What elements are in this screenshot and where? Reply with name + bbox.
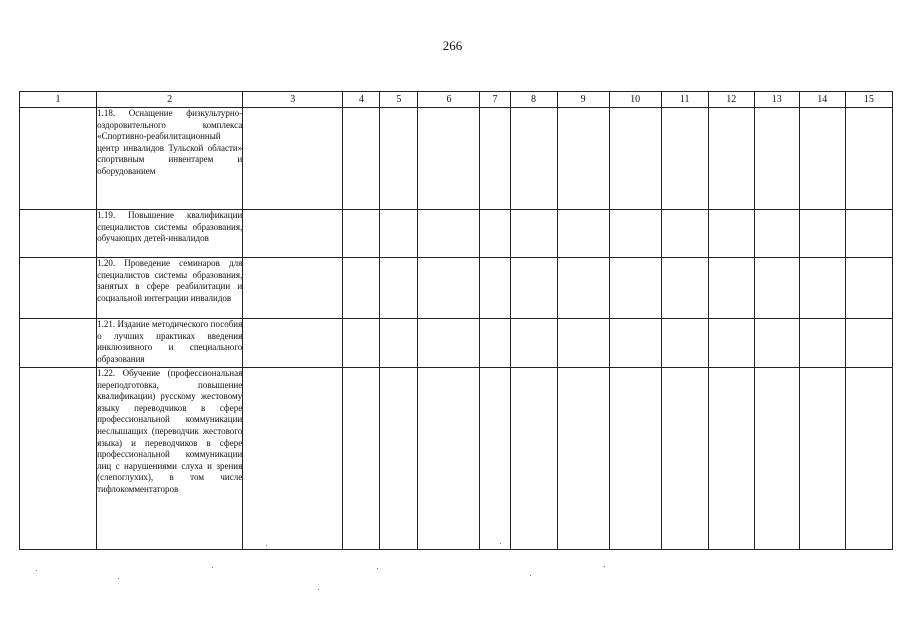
column-header: 10 xyxy=(609,92,661,108)
column-header: 13 xyxy=(754,92,799,108)
header-row xyxy=(20,92,893,108)
table-cell xyxy=(480,210,510,258)
table-cell xyxy=(557,210,609,258)
table-cell xyxy=(609,108,661,210)
table-cell xyxy=(661,210,708,258)
table-cell xyxy=(609,258,661,319)
table-cell xyxy=(20,258,97,319)
column-header: 7 xyxy=(480,92,510,108)
table-cell xyxy=(609,368,661,550)
table-cell xyxy=(799,258,845,319)
table-cell xyxy=(243,108,343,210)
table-cell xyxy=(609,210,661,258)
table-cell xyxy=(510,210,557,258)
table-cell xyxy=(343,368,380,550)
activity-description: 1.18. Оснащение физкультурно-оздоровительного комплекса «Спортивно-реабилитационный центр инвалидов Тульской области» спортивным инвентарем и оборудованием xyxy=(97,108,243,210)
table-cell xyxy=(380,368,418,550)
column-header: 4 xyxy=(343,92,380,108)
table-cell xyxy=(557,319,609,368)
table-cell xyxy=(845,210,892,258)
table-cell xyxy=(243,319,343,368)
table-cell xyxy=(418,368,480,550)
activity-description: 1.22. Обучение (профессиональная переподготовка, повышение квалификации) русскому жестовому языку переводчиков в сфере профессиональной коммуникации неслышащих (переводчик жестового языка) и переводчиков в сфере профессиональной коммуникации лиц с нарушениями слуха и зрения (слепоглухих), в том числе тифлокомментаторов xyxy=(97,368,243,550)
table-cell xyxy=(754,368,799,550)
table-cell xyxy=(480,319,510,368)
page-number: 266 xyxy=(442,38,463,53)
table-cell xyxy=(20,210,97,258)
column-header: 8 xyxy=(510,92,557,108)
table-cell xyxy=(343,319,380,368)
table-row xyxy=(20,368,893,550)
table-cell xyxy=(343,108,380,210)
table-cell xyxy=(418,210,480,258)
table-cell xyxy=(661,319,708,368)
table-cell xyxy=(510,258,557,319)
table-cell xyxy=(708,368,754,550)
table-cell xyxy=(510,108,557,210)
activity-description: 1.21. Издание методического пособия о лучших практиках введения инклюзивного и специального образования xyxy=(97,319,243,368)
table-cell xyxy=(799,368,845,550)
column-header: 15 xyxy=(845,92,892,108)
table-cell xyxy=(418,258,480,319)
table-cell xyxy=(510,319,557,368)
table-cell xyxy=(708,258,754,319)
table-cell xyxy=(510,368,557,550)
table-cell xyxy=(845,319,892,368)
table-row xyxy=(20,319,893,368)
table-row xyxy=(20,210,893,258)
activity-description: 1.20. Проведение семинаров для специалистов системы образования, занятых в сфере реабилитации и социальной интеграции инвалидов xyxy=(97,258,243,319)
column-header: 5 xyxy=(380,92,418,108)
table-cell xyxy=(609,319,661,368)
table-cell xyxy=(708,319,754,368)
table-cell xyxy=(557,368,609,550)
table-cell xyxy=(708,210,754,258)
table-cell xyxy=(480,108,510,210)
table-cell xyxy=(243,258,343,319)
column-header: 11 xyxy=(661,92,708,108)
column-header: 9 xyxy=(557,92,609,108)
table-cell xyxy=(799,108,845,210)
table-cell xyxy=(754,108,799,210)
table-cell xyxy=(799,210,845,258)
table-cell xyxy=(661,108,708,210)
table-cell xyxy=(708,108,754,210)
table-cell xyxy=(557,258,609,319)
table-cell xyxy=(380,319,418,368)
table-row xyxy=(20,108,893,210)
table-cell xyxy=(799,319,845,368)
table-cell xyxy=(661,368,708,550)
table-cell xyxy=(480,258,510,319)
table-cell xyxy=(418,108,480,210)
table-cell xyxy=(20,368,97,550)
table-cell xyxy=(243,368,343,550)
table-cell xyxy=(845,368,892,550)
table-cell xyxy=(754,210,799,258)
table-cell xyxy=(754,319,799,368)
table-cell xyxy=(20,108,97,210)
table-cell xyxy=(480,368,510,550)
table-cell xyxy=(380,108,418,210)
table-cell xyxy=(20,319,97,368)
column-header: 6 xyxy=(418,92,480,108)
table-cell xyxy=(343,210,380,258)
activity-description: 1.19. Повышение квалификации специалистов системы образования, обучающих детей-инвалидов xyxy=(97,210,243,258)
table-cell xyxy=(845,108,892,210)
column-header: 12 xyxy=(708,92,754,108)
table-cell xyxy=(754,258,799,319)
data-table xyxy=(19,91,893,550)
table-cell xyxy=(243,210,343,258)
column-header: 14 xyxy=(799,92,845,108)
table-cell xyxy=(343,258,380,319)
column-header: 3 xyxy=(243,92,343,108)
table-cell xyxy=(380,210,418,258)
table-row xyxy=(20,258,893,319)
column-header: 2 xyxy=(97,92,243,108)
table-cell xyxy=(557,108,609,210)
table-cell xyxy=(418,319,480,368)
table-cell xyxy=(661,258,708,319)
table-cell xyxy=(845,258,892,319)
table-cell xyxy=(380,258,418,319)
column-header: 1 xyxy=(20,92,97,108)
